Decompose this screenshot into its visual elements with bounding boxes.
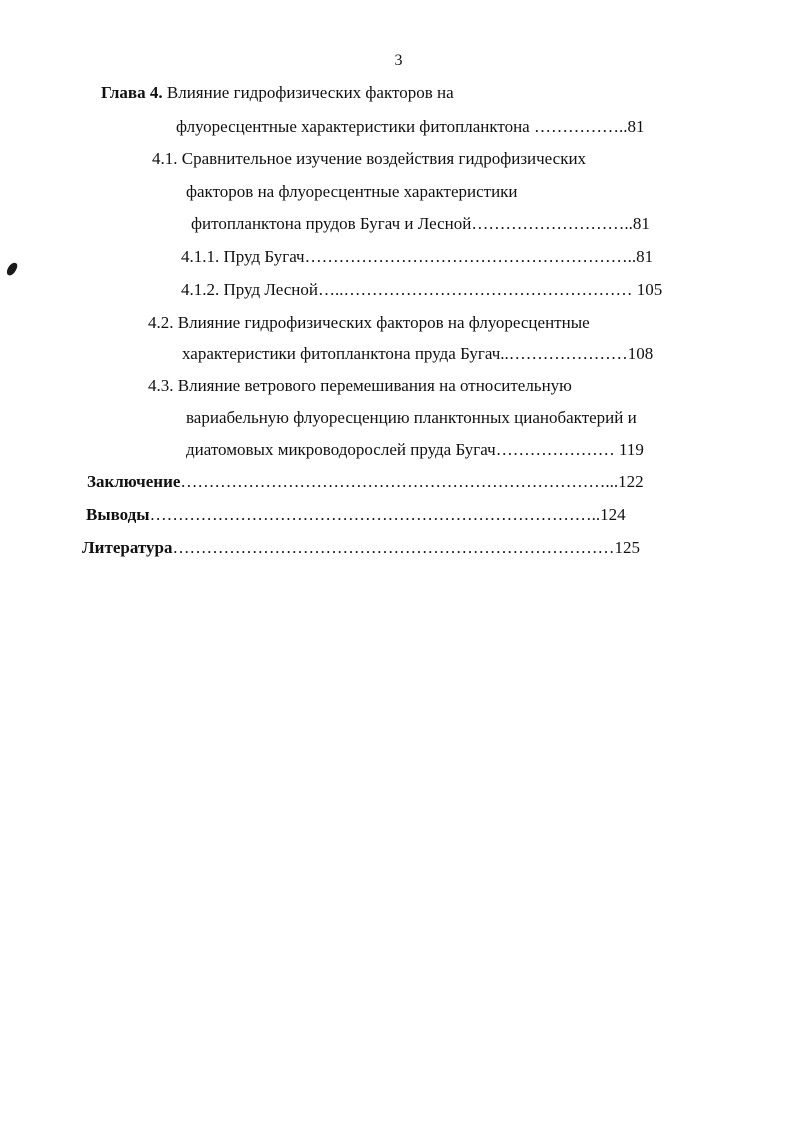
toc-section-4-2-line2: характеристики фитопланктона пруда Бугач..…………………108 — [182, 344, 654, 363]
findings-leader: ……………………………………………………………………..124 — [149, 505, 626, 524]
toc-chapter-4-line1 — [101, 82, 454, 104]
literature-label: Литература — [82, 538, 173, 557]
toc-conclusion — [87, 471, 644, 493]
chapter-label: Глава 4. — [101, 83, 163, 102]
conclusion-label: Заключение — [87, 472, 181, 491]
toc-section-4-1-1: 4.1.1. Пруд Бугач…………………………………………………..81 — [181, 247, 654, 266]
toc-chapter-4-line2: флуоресцентные характеристики фитопланктона ……………..81 — [176, 117, 645, 136]
toc-section-4-1-line2: факторов на флуоресцентные характеристики — [186, 182, 518, 201]
literature-leader: ……………………………………………………………………125 — [172, 538, 640, 557]
toc-literature — [82, 537, 640, 559]
conclusion-leader: …………………………………………………………………...122 — [180, 472, 644, 491]
findings-label: Выводы — [86, 505, 150, 524]
toc-section-4-1-2: 4.1.2. Пруд Лесной…..…………………………………………… 105 — [181, 280, 663, 299]
page-number: 3 — [394, 52, 403, 69]
toc-section-4-1-line3: фитопланктона прудов Бугач и Лесной………………………..81 — [191, 214, 650, 233]
toc-section-4-3-line2: вариабельную флуоресценцию планктонных цианобактерий и — [186, 408, 637, 427]
toc-section-4-2-line1: 4.2. Влияние гидрофизических факторов на флуоресцентные — [148, 313, 590, 332]
toc-section-4-1-line1: 4.1. Сравнительное изучение воздействия гидрофизических — [152, 149, 587, 168]
toc-findings — [86, 504, 626, 526]
ink-smudge — [5, 261, 19, 277]
toc-section-4-3-line3: диатомовых микроводорослей пруда Бугач………………… 119 — [186, 440, 644, 459]
toc-section-4-3-line1: 4.3. Влияние ветрового перемешивания на относительную — [148, 376, 572, 395]
chapter-title: Влияние гидрофизических факторов на — [166, 83, 454, 102]
